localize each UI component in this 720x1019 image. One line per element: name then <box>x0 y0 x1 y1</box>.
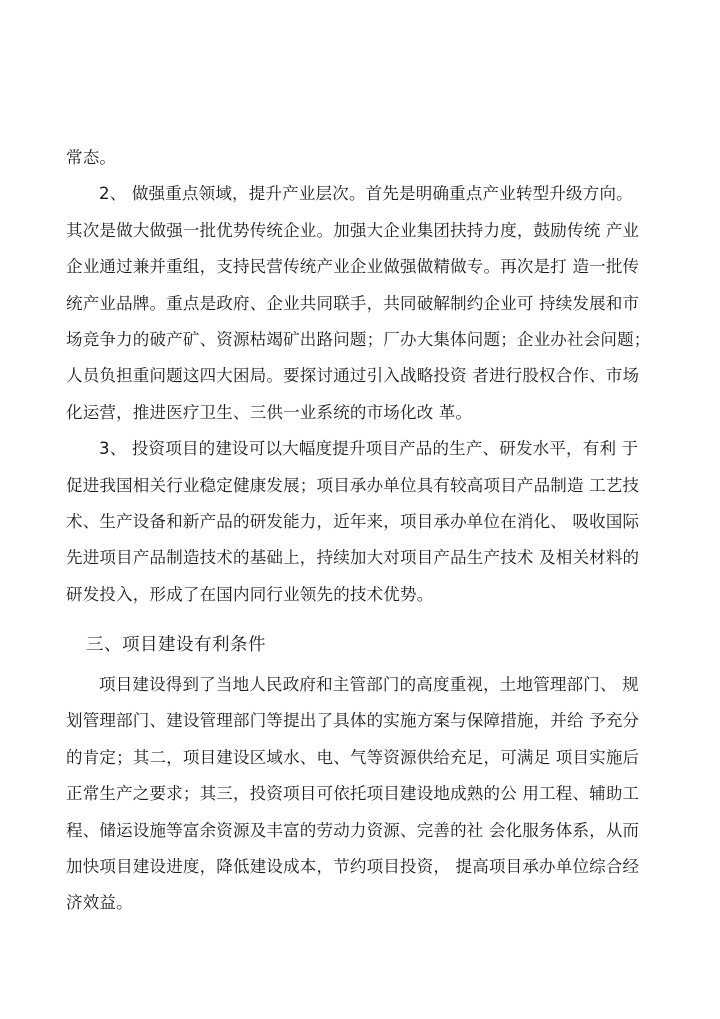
text-line: 划管理部门、建设管理部门等提出了具体的实施方案与保障措施，并给 予充分 <box>66 711 640 731</box>
document-page <box>66 140 666 922</box>
text-line: 场竞争力的破产矿、资源枯竭矿出路问题；厂办大集体问题；企业办社会问题； <box>66 329 651 349</box>
text-line: 促进我国相关行业稳定健康发展；项目承办单位具有较高项目产品制造 工艺技 <box>66 475 640 495</box>
text-line: 常态。 <box>66 148 117 167</box>
paragraph-continuation <box>66 140 666 176</box>
text-line: 化运营，推进医疗卫生、三供一业系统的市场化改 革。 <box>66 402 473 422</box>
text-line: 加快项目建设进度，降低建设成本，节约项目投资， 提高项目承办单位综合经 <box>66 857 640 877</box>
section-heading: 三、项目建设有利条件 <box>86 635 266 656</box>
text-line: 企业通过兼并重组，支持民营传统产业企业做强做精做专。再次是打 造一批传 <box>66 257 640 277</box>
text-line: 统产业品牌。重点是政府、企业共同联手，共同破解制约企业可 持续发展和市 <box>66 293 640 313</box>
paragraph-item-2 <box>66 176 666 431</box>
text-line: 济效益。 <box>66 893 133 913</box>
text-line: 正常生产之要求；其三，投资项目可依托项目建设地成熟的公 用工程、辅助工 <box>66 784 640 804</box>
text-line: 其次是做大做强一批优势传统企业。加强大企业集团扶持力度，鼓励传统 产业 <box>66 220 640 240</box>
text-line: 程、储运设施等富余资源及丰富的劳动力资源、完善的社 会化服务体系，从而 <box>66 820 640 840</box>
text-line: 3、 投资项目的建设可以大幅度提升项目产品的生产、研发水平，有利 于 <box>99 439 639 459</box>
text-line: 研发投入，形成了在国内同行业领先的技术优势。 <box>66 584 434 604</box>
text-line: 术、生产设备和新产品的研发能力，近年来，项目承办单位在消化、 吸收国际 <box>66 511 640 531</box>
paragraph-favorable-conditions <box>66 667 666 922</box>
text-line: 人员负担重问题这四大困局。要探讨通过引入战略投资 者进行股权合作、市场 <box>66 366 640 386</box>
paragraph-item-3 <box>66 431 666 613</box>
text-line: 的肯定；其二，项目建设区域水、电、气等资源供给充足，可满足 项目实施后 <box>66 747 640 767</box>
text-line: 项目建设得到了当地人民政府和主管部门的高度重视，土地管理部门、 规 <box>99 675 639 695</box>
text-line: 先进项目产品制造技术的基础上，持续加大对项目产品生产技术 及相关材料的 <box>66 548 640 568</box>
text-line: 2、 做强重点领域，提升产业层次。首先是明确重点产业转型升级方向。 <box>99 184 633 204</box>
